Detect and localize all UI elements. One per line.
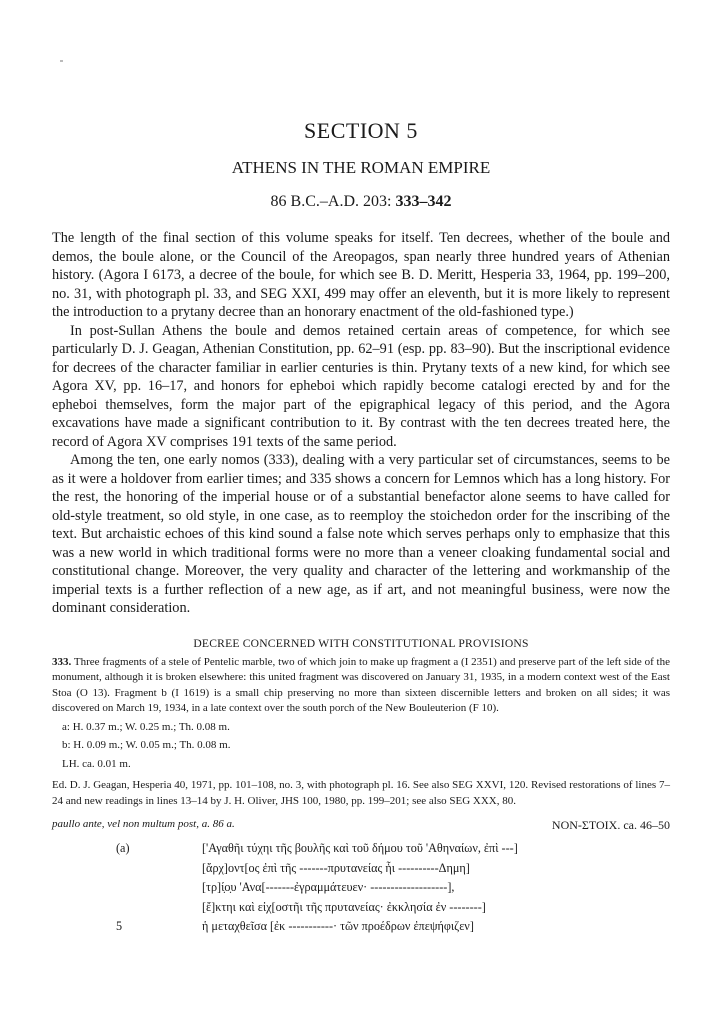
greek-line <box>52 839 670 859</box>
paragraph-2: In post-Sullan Athens the boule and demos retained certain areas of competence, for which see particularly D. J. Geagan, Athenian Constitution, pp. 62–91 (esp. pp. 83–90). But the inscriptional evidence for decrees of the character familiar in earlier centuries is thin. Prytany texts of a new kind, for which see Agora XV, pp. 16–17, and honors for epheboi which rapidly become catalogi erected by and for the epheboi themselves, form the major part of the epigraphical legacy of this period, and the Agora excavations have made a significant contribution to it. By contrast with the ten decrees treated here, the record of Agora XV comprises 191 texts of the same period. <box>52 322 670 450</box>
line-number <box>52 898 202 918</box>
entry-range: 333–342 <box>395 193 452 210</box>
greek-line-text: [τρ]ί̣ο̣υ 'Ανα[-------ἐγραμμάτευεν· -------------------], <box>202 880 455 894</box>
measurement-b: b: H. 0.09 m.; W. 0.05 m.; Th. 0.08 m. <box>62 739 231 751</box>
decree-title: DECREE CONCERNED WITH CONSTITUTIONAL PROVISIONS <box>193 636 529 650</box>
decree-description <box>52 655 670 717</box>
paragraph-1: The length of the final section of this volume speaks for itself. Ten decrees, whether of the boule and demos, the boule alone, or the Council of the Areopagos, span nearly three hundred years of Athenian history. (Agora I 6173, a decree of the boule, for which see B. D. Meritt, Hesperia 33, 1964, pp. 199–200, no. 31, with photograph pl. 33, and SEG XXI, 499 may offer an eleventh, but it is more likely to represent the introduction to a prytany decree than an honorary enactment of the old-fashioned type.) <box>52 230 670 320</box>
paragraph-3: Among the ten, one early nomos (333), dealing with a very particular set of circumstances, seems to be as it were a holdover from earlier times; and 335 shows a concern for Lemnos which has a long history. For the rest, the honoring of the imperial house or of a substantial benefactor alone seems to have called for old-style treatment, so old style, in one case, as to reemploy the stoichedon order for the inscribing of the text. But archaistic echoes of this kind sound a false note which serves perhaps only to emphasize that this was a new world in which traditional forms were no more than a veneer cloaking fundamental social and constitutional change. Moreover, the very quality and character of the lettering and workmanship of the imperial texts is a further reflection of a new age, as if art, and not meaningful business, were now the dominant consideration. <box>52 452 670 616</box>
introduction <box>52 229 670 618</box>
greek-line-text: ἡ μεταχθεῖσα [ἐκ -----------· τῶν προέδρων ἐπεψήφιζεν] <box>202 919 474 933</box>
date-prefix: 86 B.C.–A.D. 203: <box>270 193 396 210</box>
description-text: Three fragments of a stele of Pentelic marble, two of which join to make up fragment a (I 2351) and preserve part of the left side of the monument, although it is broken elsewhere: this united fragment was discovered on January 31, 1935, in a modern context west of the East Stoa (O 13). Fragment b (I 1619) is a small chip preserving no more than sixteen discernible letters and broken on all sides; it was discovered on March 19, 1934, in a late context over the south porch of the New Bouleuterion (F 10). <box>52 655 670 714</box>
section-heading: SECTION 5 <box>304 118 418 143</box>
line-number: 5 <box>116 919 123 933</box>
decree-number: 333. <box>52 655 72 668</box>
fragment-label: (a) <box>116 841 130 855</box>
measurement-a: a: H. 0.37 m.; W. 0.25 m.; Th. 0.08 m. <box>62 720 230 733</box>
date-note: paullo ante, vel non multum post, a. 86 a. <box>52 818 235 830</box>
greek-text <box>52 839 670 937</box>
line-number <box>52 859 202 879</box>
line-number <box>52 878 202 898</box>
greek-line <box>52 878 670 898</box>
stoichedon-note: NON-ΣΤΟΙΧ. ca. 46–50 <box>551 818 670 832</box>
document-page <box>52 0 670 937</box>
editions: Ed. D. J. Geagan, Hesperia 40, 1971, pp. 101–108, no. 3, with photograph pl. 16. See also SEG XXVI, 120. Revised restorations of lines 7–24 and new readings in lines 13–14 by J. H. Oliver, JHS 100, 1980, pp. 199–201; see also SEG XXX, 80. <box>52 779 670 807</box>
greek-line-text: ['Αγαθῆι τύχηι τῆς βουλῆς καὶ τοῦ δήμου τοῦ 'Αθηναίων, ἐπὶ ---] <box>202 841 518 855</box>
greek-line-text: [ἔ]κτηι καὶ εἰχ[οστῆι τῆς πρυτανείας· ἐκκλησία ἐν --------] <box>202 899 486 914</box>
date-range-line <box>52 193 670 211</box>
greek-line <box>52 917 670 937</box>
section-title: ATHENS IN THE ROMAN EMPIRE <box>231 158 491 177</box>
greek-line-text: [ἄρχ]οντ[ος ἐπὶ τῆς -------πρυτανείας ἧι ----------Δημη] <box>202 860 470 875</box>
greek-line <box>52 898 670 918</box>
greek-line <box>52 859 670 879</box>
text-header <box>52 818 670 833</box>
letter-height: LH. ca. 0.01 m. <box>62 757 131 770</box>
